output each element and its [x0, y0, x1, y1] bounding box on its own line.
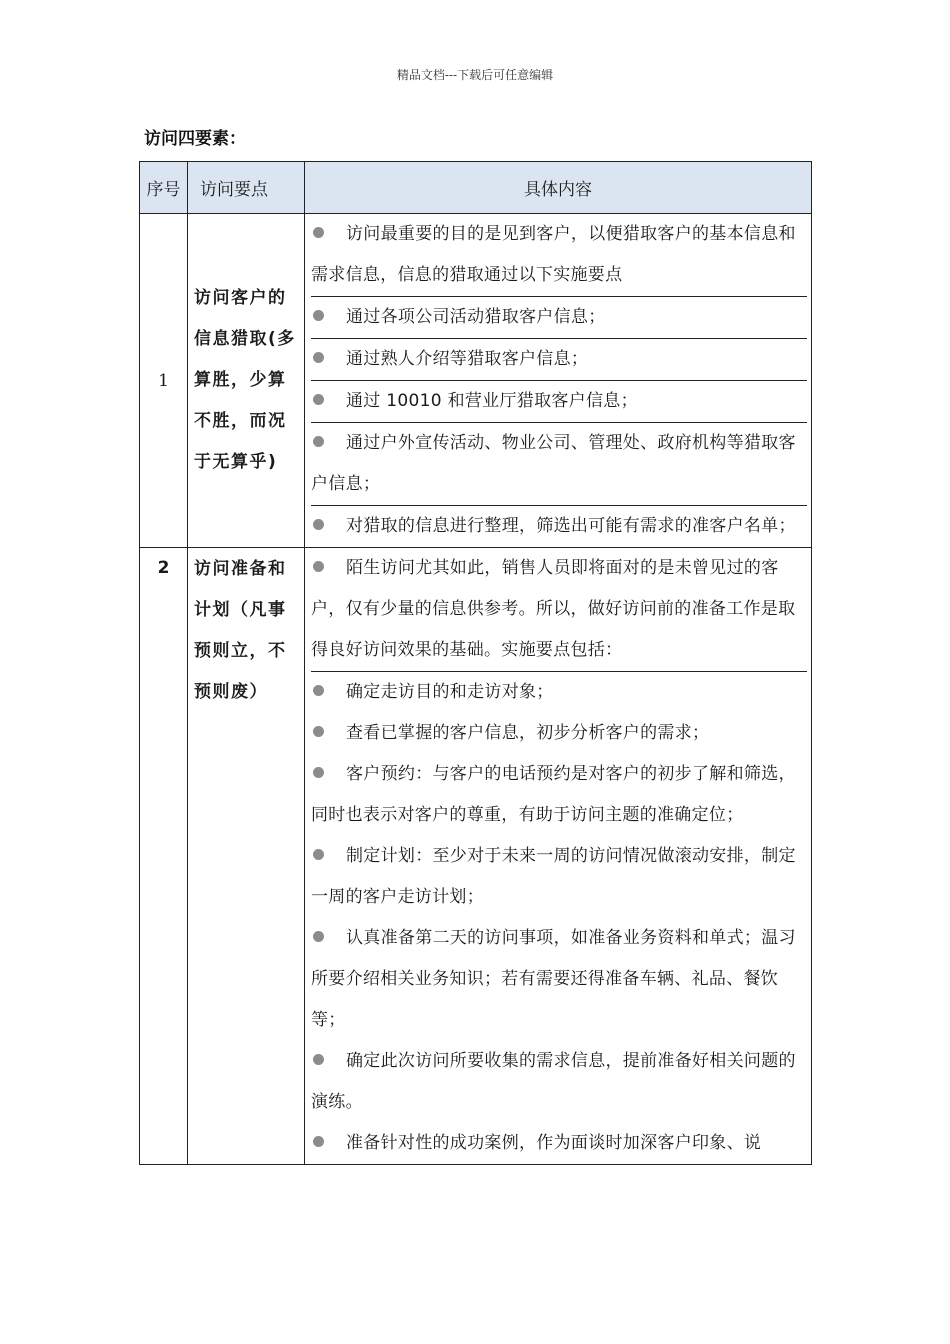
section-title: 访问四要素：: [144, 129, 246, 149]
row-index: 1: [140, 214, 188, 548]
list-item: 通过各项公司活动猎取客户信息；: [311, 297, 807, 338]
row-content: [305, 214, 812, 548]
content-block: [311, 423, 807, 506]
list-item: 制定计划：至少对于未来一周的访问情况做滚动安排，制定一周的客户走访计划；: [311, 846, 796, 907]
bullet-icon: [313, 1054, 324, 1065]
list-item: 准备针对性的成功案例，作为面谈时加深客户印象、说: [311, 1123, 807, 1164]
bullet-icon: [313, 767, 324, 778]
list-item: 陌生访问尤其如此，销售人员即将面对的是未曾见过的客户，仅有少量的信息供参考。所以，做好访问前的准备工作是取得良好访问效果的基础。实施要点包括：: [311, 558, 796, 660]
list-item: 确定走访目的和走访对象；: [311, 672, 807, 713]
content-block: [311, 297, 807, 339]
content-block: [311, 381, 807, 423]
bullet-icon: [313, 561, 324, 572]
list-item: 对猎取的信息进行整理，筛选出可能有需求的准客户名单；: [311, 506, 807, 547]
table-row: [140, 214, 812, 548]
row-index: 2: [140, 548, 188, 1165]
list-item: 访问最重要的目的是见到客户，以便猎取客户的基本信息和需求信息，信息的猎取通过以下实施要点: [311, 224, 796, 285]
header-point: 访问要点: [188, 162, 305, 214]
bullet-icon: [313, 849, 324, 860]
content-block: [311, 506, 807, 547]
list-item: 客户预约：与客户的电话预约是对客户的初步了解和筛选，同时也表示对客户的尊重，有助于访问主题的准确定位；: [311, 764, 796, 825]
bullet-icon: [313, 310, 324, 321]
list-item: 认真准备第二天的访问事项，如准备业务资料和单式；温习所要介绍相关业务知识；若有需要还得准备车辆、礼品、餐饮等；: [311, 928, 796, 1030]
bullet-icon: [313, 726, 324, 737]
bullet-icon: [313, 1136, 324, 1147]
content-block: [311, 214, 807, 297]
bullet-icon: [313, 931, 324, 942]
header-index: 序号: [140, 162, 188, 214]
content-block: [311, 672, 807, 1164]
bullet-icon: [313, 394, 324, 405]
page-watermark: 精品文档---下载后可任意编辑: [396, 68, 554, 82]
table-header-row: [140, 162, 812, 214]
bullet-icon: [313, 227, 324, 238]
content-block: [311, 339, 807, 381]
table-row: [140, 548, 812, 1165]
list-item: 通过 10010 和营业厅猎取客户信息；: [311, 381, 807, 422]
list-item: 查看已掌握的客户信息，初步分析客户的需求；: [311, 713, 807, 754]
bullet-icon: [313, 685, 324, 696]
list-item: 通过熟人介绍等猎取客户信息；: [311, 339, 807, 380]
list-item: 确定此次访问所要收集的需求信息，提前准备好相关问题的演练。: [311, 1051, 796, 1112]
list-item: 通过户外宣传活动、物业公司、管理处、政府机构等猎取客户信息；: [311, 433, 796, 494]
row-point: 访问客户的信息猎取(多算胜，少算不胜，而况于无算乎): [188, 214, 305, 548]
visit-elements-table: [139, 161, 812, 1165]
bullet-icon: [313, 519, 324, 530]
row-content: [305, 548, 812, 1165]
bullet-icon: [313, 436, 324, 447]
row-point: 访问准备和计划（凡事预则立，不预则废）: [188, 548, 305, 1165]
bullet-icon: [313, 352, 324, 363]
header-content: 具体内容: [305, 162, 812, 214]
content-block: [311, 548, 807, 672]
